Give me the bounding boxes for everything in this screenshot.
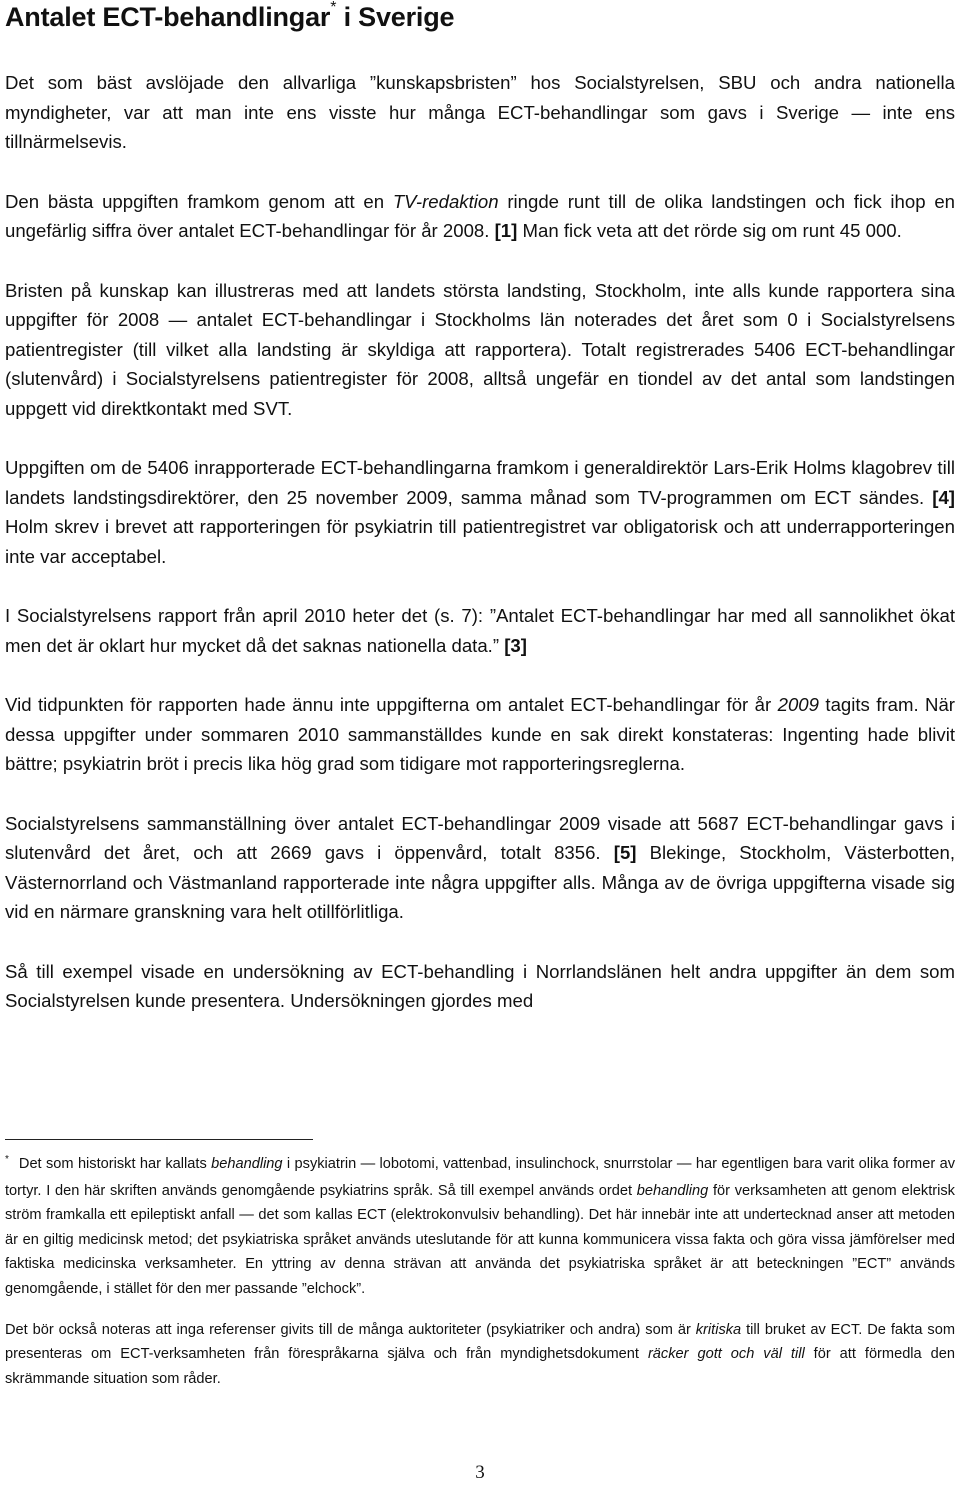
paragraph-7-text-a: Socialstyrelsens sammanställning över antalet ECT-behandlingar 2009 visade att 5687 ECT-behandlingar gavs i slutenvård det året, och att 2669 gavs i öppenvård, totalt 8356. — [5, 812, 955, 863]
footnote-2-text-a: Det bör också noteras att inga referenser givits till de många auktoriteter (psykiatriker och andra) som är — [5, 1321, 696, 1338]
reference-4: [4] — [932, 486, 955, 508]
paragraph-2-text-a: Den bästa uppgiften framkom genom att en — [5, 190, 393, 212]
title-text: Antalet ECT-behandlingar — [5, 2, 331, 32]
footnote-mark: * — [5, 1154, 9, 1165]
paragraph-6-emphasis: 2009 — [777, 694, 819, 715]
page-title — [5, 2, 454, 33]
page-number: 3 — [475, 1462, 485, 1483]
paragraph-2 — [5, 187, 955, 246]
paragraph-7-text-b: Blekinge, Stockholm, Västerbotten, Västernorrland och Västmanland rapporterade inte några uppgifter alls. Många av de övriga uppgifterna visade sig vid en närmare granskning vara helt otillförlitliga. — [5, 842, 955, 922]
footnote-paragraph-1 — [5, 1152, 955, 1302]
paragraph-5-text-a: I Socialstyrelsens rapport från april 2010 heter det (s. 7): ”Antalet ECT-behandlingar har med all sannolikhet ökat men det är oklart hur mycket då det saknas nationella data.” — [5, 605, 955, 656]
paragraph-7 — [5, 809, 955, 927]
footnote-2-text-b: till bruket av ECT. De fakta som presenteras om ECT-verksamheten från förespråkarna själva och från myndighetsdokument — [5, 1321, 955, 1363]
footnote-1-emphasis-2: behandling — [636, 1182, 709, 1199]
paragraph-6-text-a: Vid tidpunkten för rapporten hade ännu inte uppgifterna om antalet ECT-behandlingar för år — [5, 694, 778, 715]
title-suffix: i Sverige — [336, 2, 455, 32]
footnote-1-text-a: Det som historiskt har kallats — [18, 1156, 212, 1172]
paragraph-4-text-a: Uppgiften om de 5406 inrapporterade ECT-behandlingarna framkom i generaldirektör Lars-Erik Holms klagobrev till landets landstingsdirektörer, den 25 november 2009, samma månad som TV-programmen om ECT sändes. — [5, 457, 955, 508]
footnote-2-emphasis-2: räcker gott och väl till — [647, 1346, 805, 1363]
body-text — [5, 68, 955, 1016]
paragraph-6 — [5, 690, 955, 779]
footnote-2-emphasis-1: kritiska — [695, 1321, 742, 1338]
reference-1: [1] — [494, 220, 518, 241]
paragraph-2-text-b: ringde runt till de olika landstingen och fick ihop en ungefärlig siffra över antalet ECT-behandlingar för år 2008. — [5, 190, 955, 241]
paragraph-2-text-c: Man fick veta att det rörde sig om runt 45 000. — [517, 220, 902, 241]
reference-3: [3] — [504, 634, 527, 656]
footnote-1-text-b: i psykiatrin — lobotomi, vattenbad, insulinchock, snurrstolar — har egentligen bara varit olika former av tortyr. I den här skriften används genomgående psykiatrins språk. Så till exempel används ordet — [5, 1156, 955, 1199]
paragraph-5 — [5, 601, 955, 660]
paragraph-2-emphasis: TV-redaktion — [392, 190, 499, 212]
footnote-1-emphasis-1: behandling — [211, 1156, 283, 1172]
footnote-2-text-c: för att förmedla den skrämmande situation som råder. — [5, 1346, 955, 1387]
footnote-paragraph-2 — [5, 1318, 955, 1392]
footnote — [5, 1152, 955, 1407]
paragraph-8: Så till exempel visade en undersökning av ECT-behandling i Norrlandslänen helt andra uppgifter än dem som Socialstyrelsen kunde presentera. Undersökningen gjordes med — [5, 960, 955, 1011]
paragraph-4 — [5, 453, 955, 571]
footnote-1-text-c: för verksamheten att genom elektrisk ström framkalla ett epileptiskt anfall — det som kallas ECT (elektrokonvulsiv behandling). Det här innebär inte att undertecknad anser att metoden är en giltig medicinsk metod; det psykiatriska språket används uteslutande för att kunna kommunicera vissa fakta och göra vissa jämförelser med faktiska medicinska verksamheter. En yttring av denna strävan att använda det psykiatriska språket är att beteckningen ”ECT” används genomgående, i stället för den mer passande ”elchock”. — [5, 1182, 955, 1297]
paragraph-6-text-b: tagits fram. När dessa uppgifter under sommaren 2010 sammanställdes kunde en sak direkt konstateras: Ingenting hade blivit bättre; psykiatrin bröt i precis lika hög grad som tidigare mot rapporteringsreglerna. — [5, 694, 955, 774]
reference-5: [5] — [613, 842, 637, 863]
footnote-separator — [5, 1139, 313, 1140]
paragraph-1: Det som bäst avslöjade den allvarliga ”kunskapsbristen” hos Socialstyrelsen, SBU och andra nationella myndigheter, var att man inte ens visste hur många ECT-behandlingar som gavs i Sverige — inte ens tillnärmelsevis. — [5, 72, 955, 152]
title-footnote-mark: * — [330, 0, 337, 16]
paragraph-4-text-b: Holm skrev i brevet att rapporteringen för psykiatrin till patientregistret var obligatorisk och att underrapporteringen inte var acceptabel. — [5, 516, 955, 567]
paragraph-3: Bristen på kunskap kan illustreras med att landets största landsting, Stockholm, inte alls kunde rapportera sina uppgifter för 2008 — antalet ECT-behandlingar i Stockholms län noterades det året som 0 i Socialstyrelsens patientregister (till vilket alla landsting är skyldiga att rapportera). Totalt registrerades 5406 ECT-behandlingar (slutenvård) i Socialstyrelsens patientregister för 2008, alltså ungefär en tiondel av det antal som landstingen uppgett vid direktkontakt med SVT. — [5, 279, 955, 419]
